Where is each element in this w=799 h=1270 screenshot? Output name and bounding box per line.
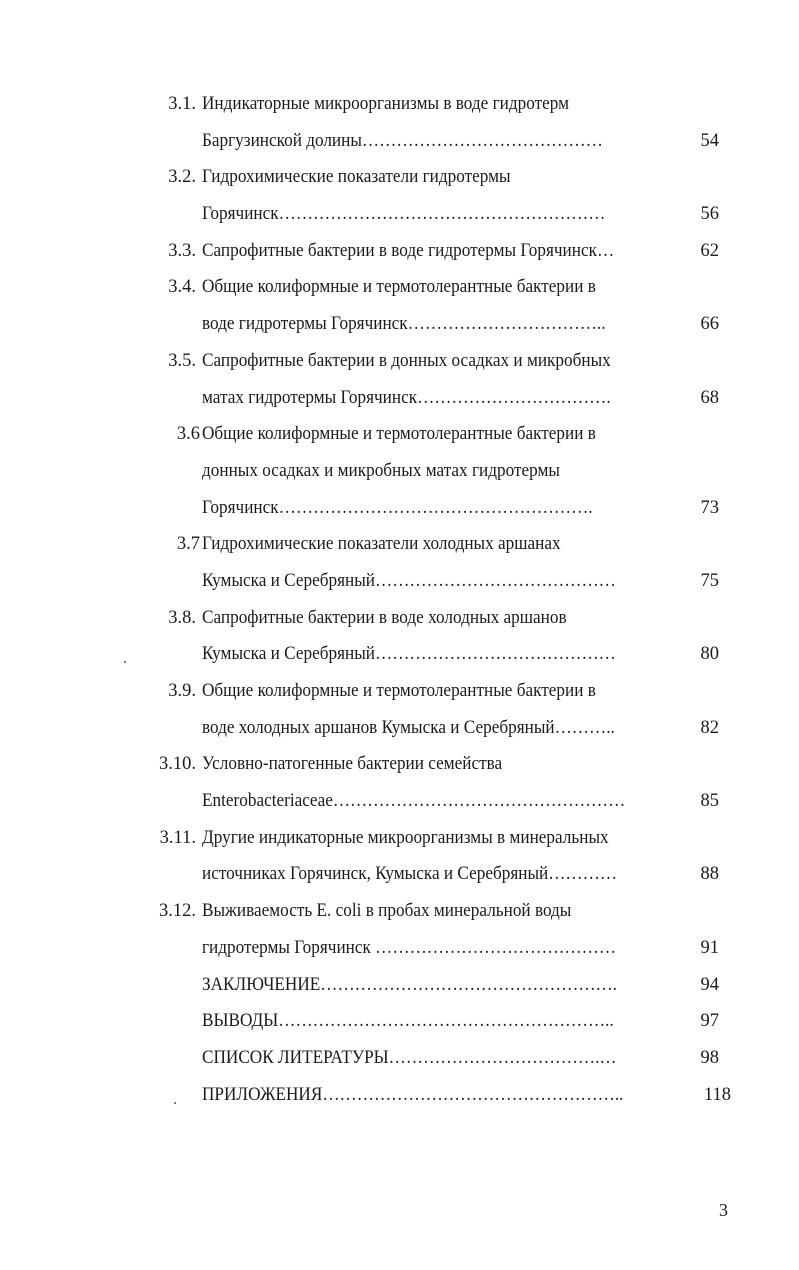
section-number: 3.4.: [168, 277, 196, 298]
toc-entry: [0, 526, 799, 599]
section-title: Сапрофитные бактерии в донных осадках и микробных: [202, 350, 611, 371]
toc-line: [0, 159, 799, 196]
section-number: 3.1.: [168, 94, 196, 114]
toc-line: [0, 783, 799, 820]
section-title: Enterobacteriaceae……………………………………………: [202, 791, 626, 812]
page-reference: 94: [700, 974, 719, 995]
section-title: Горячинск……………………………………………….: [202, 497, 593, 518]
section-title: Гидрохимические показатели холодных аршанах: [202, 534, 561, 555]
section-title: воде гидротермы Горячинск……………………………..: [202, 314, 606, 335]
scan-speck: [124, 661, 126, 663]
toc-entry: [0, 967, 799, 1004]
section-title: Горячинск…………………………………………………: [202, 204, 606, 225]
toc-line: [0, 233, 799, 270]
toc-line: [0, 196, 799, 233]
toc-entry: [0, 86, 799, 159]
section-number: 3.7: [176, 534, 200, 555]
page-reference: 80: [700, 644, 719, 665]
page-reference: 56: [700, 204, 719, 225]
section-title: Общие колиформные и термотолерантные бактерии в: [202, 681, 596, 701]
toc-entry: [0, 416, 799, 526]
toc-line: [0, 673, 799, 710]
section-title: Другие индикаторные микроорганизмы в минеральных: [202, 827, 609, 848]
section-title: ПРИЛОЖЕНИЯ……………………………………………..: [202, 1084, 624, 1105]
page-reference: 88: [700, 864, 719, 885]
section-title: Сапрофитные бактерии в воде гидротермы Горячинск…: [202, 240, 615, 261]
page-reference: 118: [703, 1084, 731, 1105]
toc-line: [0, 710, 799, 747]
page-reference: 85: [700, 791, 719, 812]
page-reference: 54: [700, 130, 719, 151]
section-title: Кумыска и Серебряный……………………………………: [202, 644, 616, 665]
toc-entry: [0, 746, 799, 819]
section-title: СПИСОК ЛИТЕРАТУРЫ……………………………….…: [202, 1047, 617, 1068]
scan-speck: [174, 1102, 176, 1104]
toc-line: [0, 930, 799, 967]
section-number: 3.3.: [168, 240, 196, 261]
toc-line: [0, 746, 799, 783]
section-title: ВЫВОДЫ…………………………………………………..: [202, 1011, 614, 1032]
section-number: 3.12.: [159, 901, 196, 922]
toc-line: [0, 416, 799, 453]
section-title: Гидрохимические показатели гидротермы: [202, 167, 511, 188]
page-reference: 66: [700, 314, 719, 335]
section-number: 3.9.: [168, 681, 196, 701]
toc-line: [0, 269, 799, 306]
section-title: матах гидротермы Горячинск…………………………….: [202, 387, 611, 408]
page-reference: 91: [700, 937, 719, 958]
section-title: Сапрофитные бактерии в воде холодных аршанов: [202, 607, 567, 628]
section-title: Условно-патогенные бактерии семейства: [202, 754, 503, 775]
page-reference: 68: [700, 387, 719, 408]
page-number: 3: [719, 1200, 728, 1220]
toc-line: [0, 343, 799, 380]
section-title: воде холодных аршанов Кумыска и Серебряный………..: [202, 717, 615, 738]
page-reference: 82: [700, 717, 719, 738]
toc-line: [0, 86, 799, 123]
toc-line: [0, 563, 799, 600]
page-reference: 75: [700, 570, 719, 591]
section-number: 3.8.: [168, 607, 196, 628]
section-title: Индикаторные микроорганизмы в воде гидротерм: [202, 94, 569, 114]
section-title: Общие колиформные и термотолерантные бактерии в: [202, 424, 596, 445]
toc-line: [0, 526, 799, 563]
section-title: донных осадках и микробных матах гидротермы: [202, 460, 560, 481]
toc-line: [0, 306, 799, 343]
toc-entry: [0, 1077, 799, 1114]
page-reference: 73: [700, 497, 719, 518]
section-title: гидротермы Горячинск ……………………………………: [202, 937, 617, 958]
toc-line: [0, 967, 799, 1004]
toc-line: [0, 600, 799, 637]
page-reference: 98: [700, 1047, 719, 1068]
toc-entry: [0, 233, 799, 270]
section-title: Баргузинской долины……………………………………: [202, 130, 603, 151]
toc-entry: [0, 673, 799, 746]
toc-line: [0, 123, 799, 160]
table-of-contents: [0, 86, 799, 1113]
toc-entry: [0, 1003, 799, 1040]
toc-line: [0, 1040, 799, 1077]
toc-entry: [0, 600, 799, 673]
toc-entry: [0, 1040, 799, 1077]
toc-line: [0, 453, 799, 490]
toc-line: [0, 1077, 799, 1114]
toc-entry: [0, 893, 799, 966]
toc-entry: [0, 159, 799, 232]
toc-line: [0, 636, 799, 673]
page-reference: 62: [700, 240, 719, 261]
section-title: ЗАКЛЮЧЕНИЕ…………………………………………….: [202, 974, 618, 995]
section-number: 3.10.: [159, 754, 196, 775]
section-number: 3.2.: [168, 167, 196, 188]
toc-line: [0, 856, 799, 893]
toc-line: [0, 893, 799, 930]
toc-line: [0, 820, 799, 857]
toc-line: [0, 490, 799, 527]
section-number: 3.6: [176, 424, 200, 445]
toc-entry: [0, 343, 799, 416]
toc-line: [0, 1003, 799, 1040]
toc-entry: [0, 269, 799, 342]
section-title: Выживаемость E. coli в пробах минеральной воды: [202, 901, 572, 922]
section-title: источниках Горячинск, Кумыска и Серебряный…………: [202, 864, 618, 885]
section-number: 3.11.: [159, 827, 196, 848]
toc-entry: [0, 820, 799, 893]
page-reference: 97: [700, 1011, 719, 1032]
section-number: 3.5.: [168, 350, 196, 371]
section-title: Общие колиформные и термотолерантные бактерии в: [202, 277, 596, 298]
toc-line: [0, 380, 799, 417]
section-title: Кумыска и Серебряный……………………………………: [202, 570, 616, 591]
